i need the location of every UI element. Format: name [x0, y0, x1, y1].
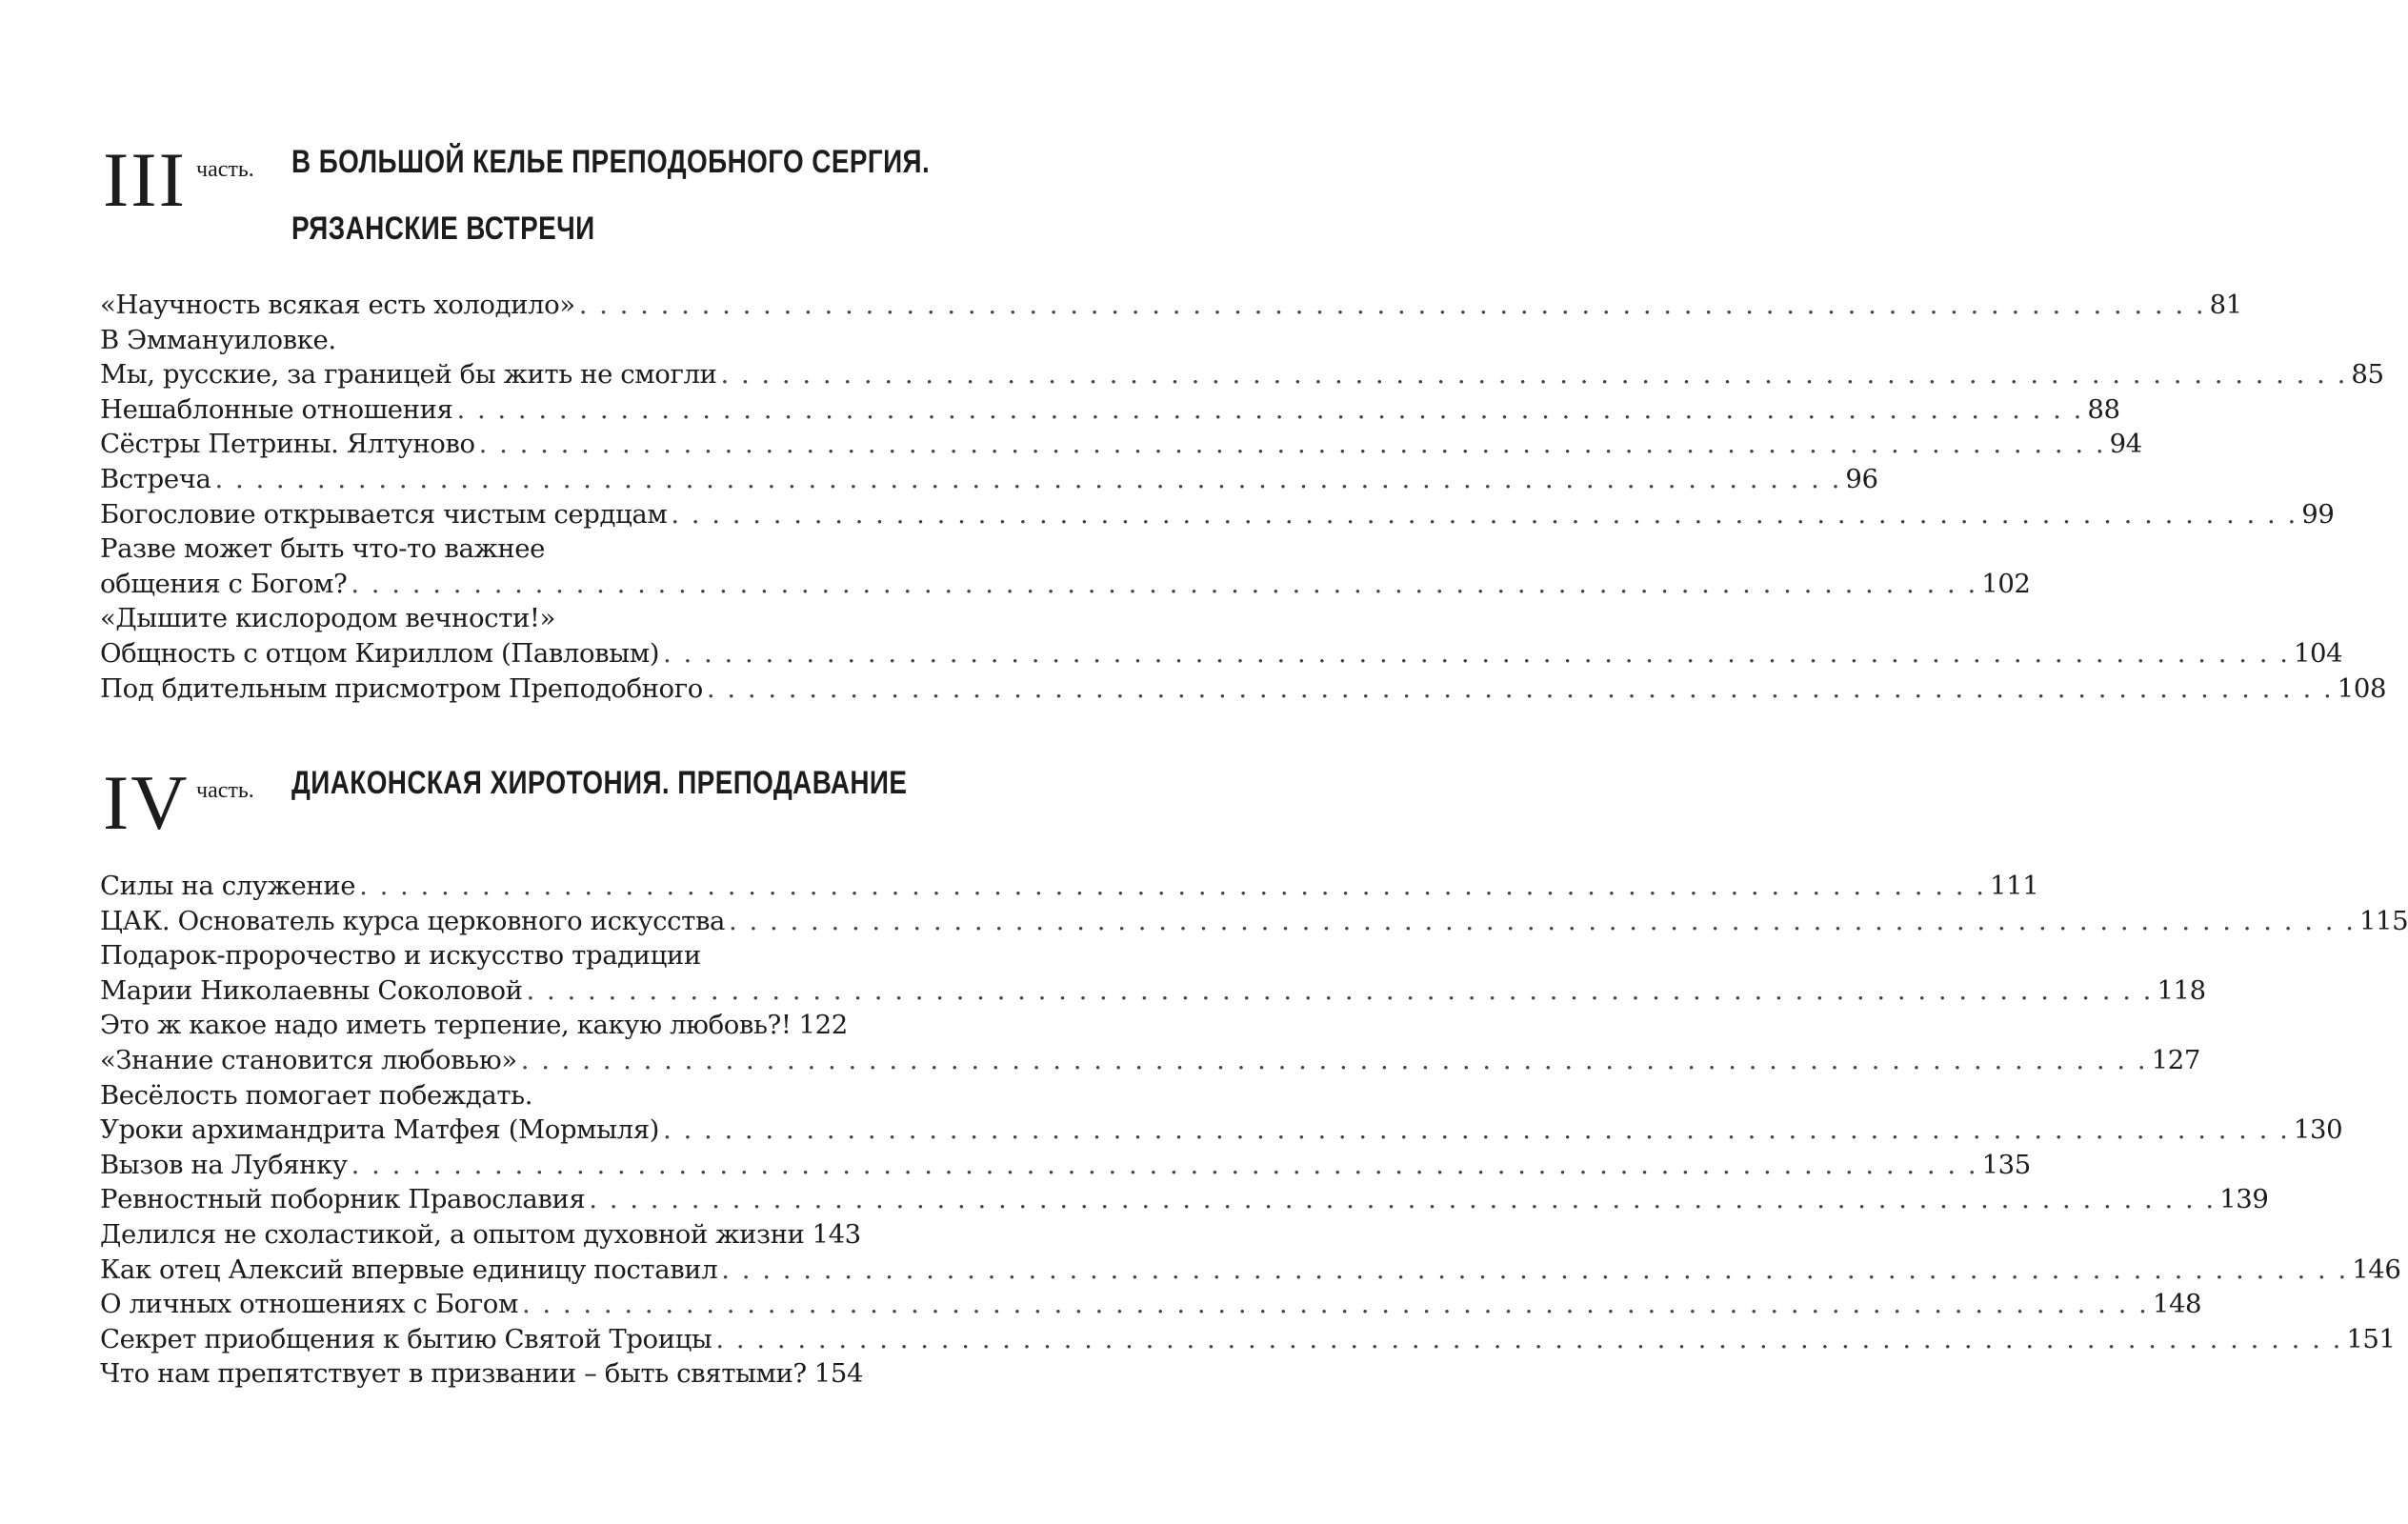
toc-entry — [100, 357, 2384, 392]
toc-leader-dots: . . . . . . . . . . . . . . . . . . . . . . . . . . . . . . . . . . . . . . . . . . . . . . . . . . . . . . . . . . . . . . . . . . . . . . . . . . . . . . . . — [589, 1184, 2217, 1215]
toc-entry — [100, 1182, 2269, 1217]
toc-entry — [100, 973, 2206, 1009]
toc-page-number: 102 — [1981, 568, 2031, 599]
toc-entry-title: Делился не схоластикой, а опытом духовной жизни — [100, 1218, 805, 1250]
toc-entry-title: Встреча — [100, 463, 211, 494]
toc-entry — [100, 1322, 2396, 1357]
toc-entry — [100, 392, 2120, 428]
toc-entry-title: Марии Николаевны Соколовой — [100, 974, 523, 1006]
toc-entry — [100, 288, 2242, 323]
toc-page-number: 139 — [2219, 1184, 2269, 1215]
toc-entry-title: Что нам препятствует в призвании – быть святыми? — [100, 1358, 807, 1390]
toc-page-number: 104 — [2293, 637, 2343, 669]
toc-leader-dots: . . . . . . . . . . . . . . . . . . . . . . . . . . . . . . . . . . . . . . . . . . . . . . . . . . . . . . . . . . . . . . . . . . . . . . . . . . . . . . . . — [214, 463, 1842, 494]
toc-entry-title: Подарок-пророчество и искусство традиции — [100, 940, 701, 972]
toc-entry — [100, 1008, 848, 1043]
part-3-header — [103, 136, 931, 274]
toc-entry — [100, 601, 835, 636]
toc-leader-dots: . . . . . . . . . . . . . . . . . . . . . . . . . . . . . . . . . . . . . . . . . . . . . . . . . . . . . . . . . . . . . . . . . . . . . . . . . . . . . . . . — [663, 1114, 2290, 1146]
toc-page-number: 108 — [2337, 672, 2387, 704]
toc-entry — [100, 1217, 861, 1253]
toc-entry-title: Под бдительным присмотром Преподобного — [100, 672, 703, 704]
toc-list-part-3 — [100, 288, 2387, 706]
toc-entry — [100, 1113, 2343, 1148]
part-title-line1: ДИАКОНСКАЯ ХИРОТОНИЯ. ПРЕПОДАВАНИЕ — [291, 765, 908, 801]
toc-page-number: 122 — [798, 1010, 848, 1041]
toc-entry-title: Ревностный поборник Православия — [100, 1184, 586, 1215]
toc-entry-title: О личных отношениях с Богом — [100, 1289, 518, 1320]
part-4-header — [103, 759, 908, 846]
toc-page-number: 81 — [2209, 290, 2242, 320]
toc-leader-dots: . . . . . . . . . . . . . . . . . . . . . . . . . . . . . . . . . . . . . . . . . . . . . . . . . . . . . . . . . . . . . . . . . . . . . . . . . . . . . . . . — [478, 429, 2106, 460]
toc-entry-title: Общность с отцом Кириллом (Павловым) — [100, 637, 660, 669]
toc-leader-dots: . . . . . . . . . . . . . . . . . . . . . . . . . . . . . . . . . . . . . . . . . . . . . . . . . . . . . . . . . . . . . . . . . . . . . . . . . . . . . . . . — [351, 1149, 1978, 1180]
toc-leader-dots: . . . . . . . . . . . . . . . . . . . . . . . . . . . . . . . . . . . . . . . . . . . . . . . . . . . . . . . . . . . . . . . . . . . . . . . . . . . . . . . . — [663, 637, 2290, 669]
toc-leader-dots: . . . . . . . . . . . . . . . . . . . . . . . . . . . . . . . . . . . . . . . . . . . . . . . . . . . . . . . . . . . . . . . . . . . . . . . . . . . . . . . . — [359, 871, 1986, 901]
toc-page-number: 99 — [2301, 498, 2335, 530]
toc-leader-dots: . . . . . . . . . . . . . . . . . . . . . . . . . . . . . . . . . . . . . . . . . . . . . . . . . . . . . . . . . . . . . . . . . . . . . . . . . . . . . . . . — [715, 1323, 2343, 1354]
toc-entry — [100, 636, 2343, 672]
toc-leader-dots: . . . . . . . . . . . . . . . . . . . . . . . . . . . . . . . . . . . . . . . . . . . . . . . . . . . . . . . . . . . . . . . . . . . . . . . . . . . . . . . . — [456, 393, 2084, 425]
toc-page-number: 127 — [2151, 1044, 2200, 1075]
toc-entry-title: Секрет приобщения к бытию Святой Троицы — [100, 1323, 712, 1354]
toc-leader-dots: . . . . . . . . . . . . . . . . . . . . . . . . . . . . . . . . . . . . . . . . . . . . . . . . . . . . . . . . . . . . . . . . . . . . . . . . . . . . . . . . — [720, 359, 2348, 391]
toc-page-number: 146 — [2352, 1253, 2401, 1285]
toc-entry — [100, 1356, 864, 1392]
toc-entry-title: Уроки архимандрита Матфея (Мормыля) — [100, 1114, 659, 1146]
toc-entry-title: В Эммануиловке. — [100, 324, 336, 355]
toc-entry-title: ЦАК. Основатель курса церковного искусства — [100, 905, 726, 936]
toc-entry — [100, 497, 2335, 532]
toc-entry — [100, 904, 2408, 939]
toc-leader-dots: . . . . . . . . . . . . . . . . . . . . . . . . . . . . . . . . . . . . . . . . . . . . . . . . . . . . . . . . . . . . . . . . . . . . . . . . . . . . . . . . — [526, 974, 2154, 1006]
toc-page-number: 94 — [2109, 429, 2142, 460]
toc-entry — [100, 1148, 2031, 1183]
toc-entry — [100, 1043, 2200, 1078]
toc-entry — [100, 567, 2031, 602]
toc-entry-title: общения с Богом? — [100, 568, 348, 599]
toc-leader-dots: . . . . . . . . . . . . . . . . . . . . . . . . . . . . . . . . . . . . . . . . . . . . . . . . . . . . . . . . . . . . . . . . . . . . . . . . . . . . . . . . — [706, 672, 2334, 704]
toc-entry — [100, 1287, 2202, 1322]
toc-leader-dots: . . . . . . . . . . . . . . . . . . . . . . . . . . . . . . . . . . . . . . . . . . . . . . . . . . . . . . . . . . . . . . . . . . . . . . . . . . . . . . . . — [671, 498, 2298, 530]
toc-leader-dots: . . . . . . . . . . . . . . . . . . . . . . . . . . . . . . . . . . . . . . . . . . . . . . . . . . . . . . . . . . . . . . . . . . . . . . . . . . . . . . . . — [729, 905, 2356, 936]
toc-entry-title: Сёстры Петрины. Ялтуново — [100, 429, 475, 460]
toc-entry — [100, 427, 2142, 462]
toc-page-number: 96 — [1845, 463, 1878, 494]
toc-entry-title: Как отец Алексий впервые единицу поставил — [100, 1253, 718, 1285]
toc-entry — [100, 462, 1878, 497]
part-word: часть. — [196, 778, 254, 803]
toc-entry-title: Мы, русские, за границей бы жить не смогли — [100, 359, 717, 391]
toc-entry — [100, 938, 835, 973]
toc-page-number: 115 — [2358, 905, 2408, 936]
toc-entry-title: Это ж какое надо иметь терпение, какую любовь?! — [100, 1010, 792, 1041]
toc-page-number: 111 — [1990, 871, 2039, 901]
toc-page-number: 154 — [813, 1358, 864, 1390]
toc-page-number: 130 — [2293, 1114, 2343, 1146]
toc-page-number: 143 — [812, 1218, 861, 1250]
toc-page-number: 88 — [2087, 393, 2120, 425]
toc-page-number: 85 — [2351, 359, 2384, 391]
toc-leader-dots: . . . . . . . . . . . . . . . . . . . . . . . . . . . . . . . . . . . . . . . . . . . . . . . . . . . . . . . . . . . . . . . . . . . . . . . . . . . . . . . . — [721, 1253, 2349, 1285]
toc-entry-title: Вызов на Лубянку — [100, 1149, 348, 1180]
toc-leader-dots: . . . . . . . . . . . . . . . . . . . . . . . . . . . . . . . . . . . . . . . . . . . . . . . . . . . . . . . . . . . . . . . . . . . . . . . . . . . . . . . . — [351, 568, 1978, 599]
toc-page-number: 151 — [2346, 1323, 2396, 1354]
toc-leader-dots: . . . . . . . . . . . . . . . . . . . . . . . . . . . . . . . . . . . . . . . . . . . . . . . . . . . . . . . . . . . . . . . . . . . . . . . . . . . . . . . . — [578, 290, 2206, 320]
toc-entry-title: Богословие открывается чистым сердцам — [100, 498, 668, 530]
toc-page-number: 135 — [1981, 1149, 2031, 1180]
toc-entry — [100, 1078, 835, 1113]
toc-list-part-4 — [100, 869, 2408, 1392]
toc-entry-title: Разве может быть что-то важнее — [100, 533, 546, 565]
toc-leader-dots: . . . . . . . . . . . . . . . . . . . . . . . . . . . . . . . . . . . . . . . . . . . . . . . . . . . . . . . . . . . . . . . . . . . . . . . . . . . . . . . . — [520, 1044, 2148, 1075]
toc-entry-title: «Дышите кислородом вечности!» — [100, 603, 555, 634]
toc-entry — [100, 869, 2039, 904]
part-numeral: III — [103, 136, 187, 223]
toc-entry — [100, 672, 2387, 707]
toc-entry-title: Силы на служение — [100, 871, 356, 901]
toc-entry-title: «Знание становится любовью» — [100, 1044, 517, 1075]
toc-leader-dots: . . . . . . . . . . . . . . . . . . . . . . . . . . . . . . . . . . . . . . . . . . . . . . . . . . . . . . . . . . . . . . . . . . . . . . . . . . . . . . . . — [521, 1289, 2149, 1320]
part-numeral: IV — [103, 759, 190, 846]
toc-entry-title: Весёлость помогает побеждать. — [100, 1079, 533, 1111]
toc-page-number: 118 — [2157, 974, 2206, 1006]
toc-page-number: 148 — [2152, 1289, 2202, 1320]
toc-entry-title: «Научность всякая есть холодило» — [100, 290, 575, 320]
part-title-line2: РЯЗАНСКИЕ ВСТРЕЧИ — [291, 211, 595, 247]
part-word: часть. — [196, 157, 254, 182]
part-title-line1: В БОЛЬШОЙ КЕЛЬЕ ПРЕПОДОБНОГО СЕРГИЯ. — [291, 144, 931, 180]
toc-entry — [100, 323, 835, 358]
toc-entry — [100, 531, 835, 567]
toc-entry — [100, 1253, 2401, 1288]
toc-entry-title: Нешаблонные отношения — [100, 393, 453, 425]
